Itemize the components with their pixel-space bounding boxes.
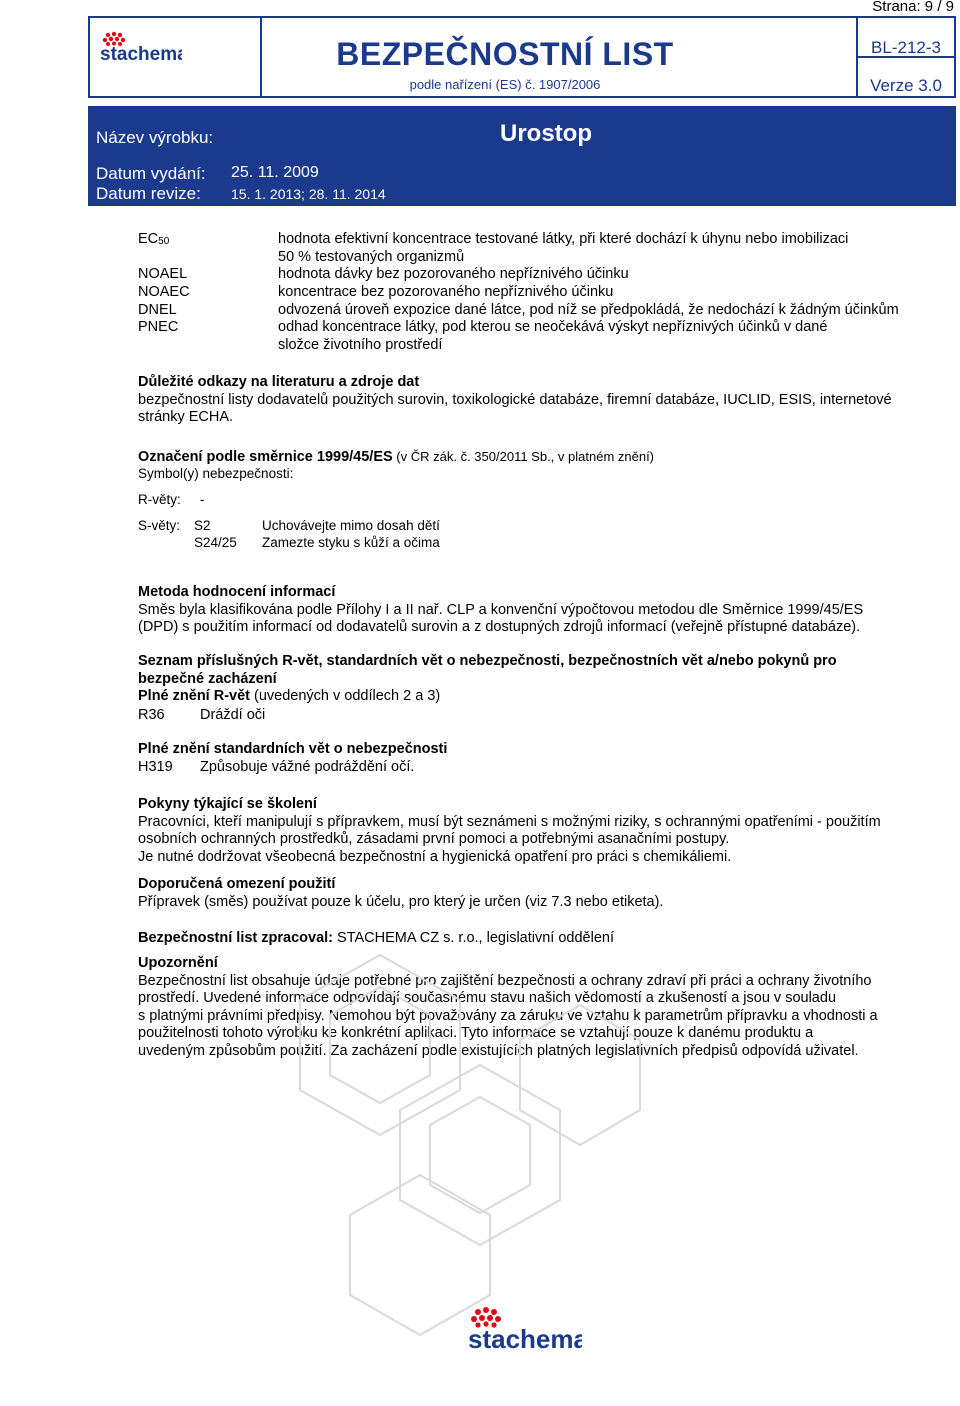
stachema-logo — [462, 1304, 582, 1369]
revised-value: 15. 1. 2013; 28. 11. 2014 — [231, 186, 386, 202]
logo-text: stachema — [100, 44, 182, 65]
product-label: Název výrobku: — [96, 128, 214, 147]
abbr-def-noaec: koncentrace bez pozorovaného nepříznivého účinku — [278, 284, 614, 300]
s-text: Uchovávejte mimo dosah dětí — [262, 518, 440, 533]
document-version: Verze 3.0 — [870, 76, 942, 95]
document-code: BL-212-3 — [871, 38, 941, 57]
document-subtitle: podle nařízení (ES) č. 1907/2006 — [409, 77, 601, 92]
abbr-term-ec50: $EC_{50}$ — [138, 231, 170, 247]
issued-label: Datum vydání: — [96, 164, 206, 183]
restrictions-section: Doporučená omezení použití Přípravek (směs) používat pouze k účelu, pro který je určen (viz 7.3 nebo etiketa). — [138, 876, 664, 910]
issued-value: 25. 11. 2009 — [231, 164, 319, 181]
marking-heading: Označení podle směrnice 1999/45/ES (v ČR zák. č. 350/2011 Sb., v platném znění) — [138, 449, 655, 465]
abbr-def-dnel: odvozená úroveň expozice dané látce, pod níž se předpokládá, že nedochází k žádným účinkům — [278, 302, 899, 318]
symbol-label: Symbol(y) nebezpečnosti: — [138, 466, 294, 481]
hlist-heading: Plné znění standardních vět o nebezpečnosti — [138, 741, 448, 757]
abbr-def-pnec: odhad koncentrace látky, pod kterou se neočekává výskyt nepříznivých účinků v dané složce životního prostředí — [278, 319, 828, 353]
refs-section: Důležité odkazy na literaturu a zdroje dat bezpečnostní listy dodavatelů použitých surovin, toxikologické databáze, firemní databáze, IUCLID, ESIS, internetové stránky ECHA. — [138, 374, 892, 425]
s-label: S-věty: — [138, 518, 181, 533]
abbr-def-noael: hodnota dávky bez pozorovaného nepříznivého účinku — [278, 266, 629, 282]
method-section: Metoda hodnocení informací Směs byla klasifikována podle Přílohy I a II nař. CLP a konvenční výpočtovou metodou dle Směrnice 1999/45/ES (DPD) s použitím informací od dodavatelů surovin a z dostupných zdrojů informací (veřejně přístupné databáze). — [138, 584, 864, 635]
s-text: Zamezte styku s kůží a očima — [262, 535, 440, 550]
page-number: Strana: 9 / 9 — [872, 0, 954, 15]
abbr-def-ec50: hodnota efektivní koncentrace testované látky, při které dochází k úhynu nebo imobilizaci 50 % testovaných organizmů — [278, 231, 849, 265]
notice-section: Upozornění Bezpečnostní list obsahuje údaje potřebné pro zajištění bezpečnosti a ochrany zdraví při práci a ochrany životního prostředí. Uvedené informace odpovídají současnému stavu našich vědomostí a zkušeností a jsou v souladu s platnými právními předpisy. Nemohou být považovány za záruku ve vztahu k parametrům přípravku a vhodnosti a použitelnosti tohoto výrobku ke konkrétní aplikaci. Tyto informace se vztahují pouze k danému produktu a uvedeným způsobům použití. Za zacházení podle existujících platných legislativních předpisů odpovídá uživatel. — [138, 955, 878, 1059]
abbr-term-noael: NOAEL — [138, 266, 188, 282]
abbr-term-dnel: DNEL — [138, 302, 177, 318]
rlist-section: Seznam příslušných R-vět, standardních vět o nebezpečnosti, bezpečnostních vět a/nebo pokynů pro bezpečné zacházení Plné znění R-vět (uvedených v oddílech 2 a 3) — [138, 653, 837, 704]
training-section: Pokyny týkající se školení Pracovníci, kteří manipulují s přípravkem, musí být seznámeni s možnými riziky, s ochrannými opatřeními - použitím osobních ochranných prostředků, zásadami první pomoci a potřebnými asanačními postupy. Je nutné dodržovat všeobecná bezpečnostní a hygienická opatření pro práci s chemikáliemi. — [138, 796, 881, 865]
product-name: Urostop — [500, 120, 592, 147]
s-code: S2 — [194, 518, 211, 533]
r-label: R-věty: — [138, 492, 181, 507]
r-code: R36 — [138, 707, 165, 723]
h-text: Způsobuje vážné podráždění očí. — [200, 759, 415, 775]
abbr-term-noaec: NOAEC — [138, 284, 190, 300]
r-text: Dráždí oči — [200, 707, 266, 723]
r-value: - — [200, 492, 205, 507]
s-code: S24/25 — [194, 535, 237, 550]
document-title: BEZPEČNOSTNÍ LIST — [336, 36, 674, 72]
prepared-by: Bezpečnostní list zpracoval: STACHEMA CZ s. r.o., legislativní oddělení — [138, 930, 614, 946]
abbr-term-pnec: PNEC — [138, 319, 179, 335]
logo-text: stachema — [468, 1324, 582, 1354]
h-code: H319 — [138, 759, 173, 775]
revised-label: Datum revize: — [96, 184, 201, 203]
